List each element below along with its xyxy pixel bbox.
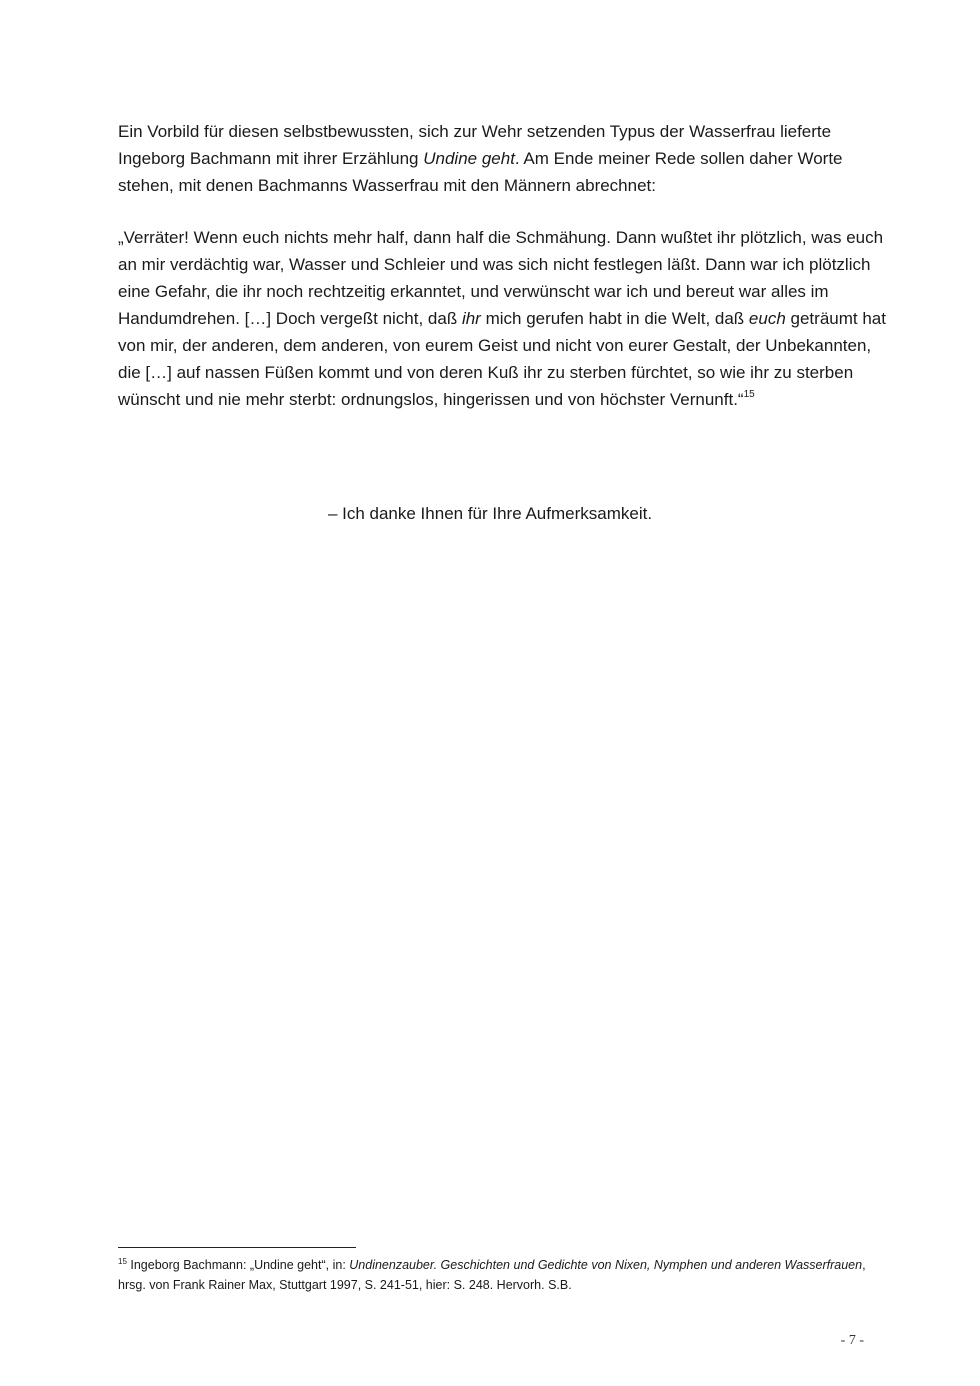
- quote-text-1: „Verräter! Wenn euch nichts mehr half, dann half die Schmähung. Dann wußtet ihr plötzlich, was euch an mir verdächtig war, Wasser und Schleier und was sich nicht festlegen läßt. Dann war ich plötzlich eine Gefahr, die ihr noch rechtzeitig erkanntet, und verwünscht war ich und bereut war alles im Handumdrehen. […] Doch vergeßt nicht, daß: [118, 228, 884, 328]
- intro-paragraph: [118, 118, 888, 199]
- page-number: - 7 -: [840, 1333, 864, 1348]
- footnote-source-title: Undinenzauber. Geschichten und Gedichte von Nixen, Nymphen und anderen Wasserfrauen: [349, 1258, 863, 1272]
- quote-text-3: geträumt hat von mir, der anderen, dem anderen, von eurem Geist und nicht von eurer Gestalt, der Unbekannten, die […] auf nassen Füßen kommt und von deren Kuß ihr zu sterben fürchtet, so wie ihr zu sterben wünscht und nie mehr sterbt: ordnungslos, hingerissen und von höchster Vernunft.“: [118, 309, 886, 409]
- intro-text-1: Ein Vorbild für diesen selbstbewussten, sich zur Wehr setzenden Typus der Wasserfrau lieferte Ingeborg Bachmann mit ihrer Erzählung: [118, 122, 832, 168]
- block-quote: [118, 224, 898, 413]
- closing-remark: – Ich danke Ihnen für Ihre Aufmerksamkeit.: [327, 504, 653, 523]
- quote-emphasis-ihr: ihr: [461, 309, 481, 328]
- intro-text-2: . Am Ende meiner Rede sollen daher Worte stehen, mit denen Bachmanns Wasserfrau mit den Männern abrechnet:: [118, 149, 843, 195]
- quote-emphasis-euch: euch: [748, 309, 786, 328]
- footnote: [118, 1255, 868, 1295]
- footnote-number: 15: [118, 1257, 127, 1266]
- footnote-separator: [118, 1247, 356, 1248]
- footnote-reference[interactable]: 15: [743, 389, 755, 400]
- quote-text-2: mich gerufen habt in die Welt, daß: [480, 309, 749, 328]
- footnote-text-2: , hrsg. von Frank Rainer Max, Stuttgart 1997, S. 241-51, hier: S. 248. Hervorh. S.B.: [118, 1258, 866, 1292]
- work-title: Undine geht: [423, 149, 515, 168]
- footnote-text-1: Ingeborg Bachmann: „Undine geht“, in:: [126, 1258, 350, 1272]
